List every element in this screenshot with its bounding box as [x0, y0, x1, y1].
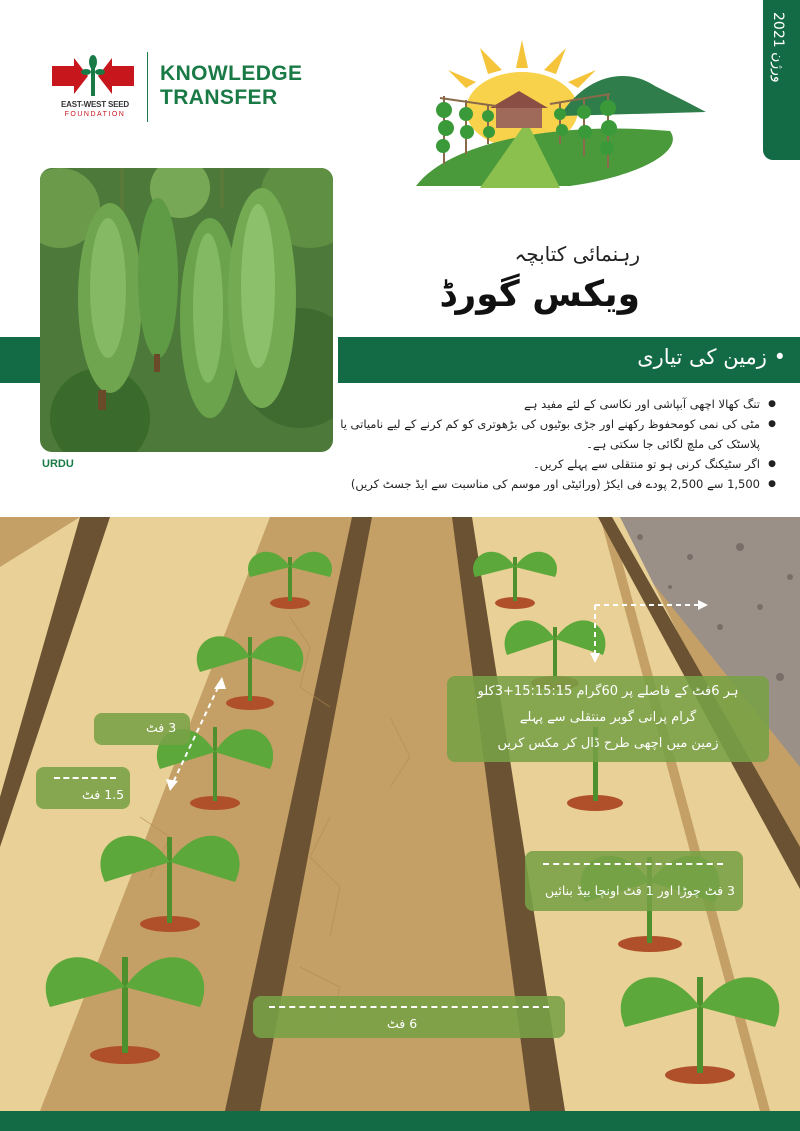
- language-tag: URDU: [42, 458, 74, 470]
- list-item: ● 1,500 سے 2,500 پودے فی ایکڑ (ورائیٹی اور موسم کی مناسبت سے ایڈ جسٹ کریں): [340, 474, 776, 494]
- logo: [50, 50, 350, 125]
- fertilizer-line-1: ہر 6فٹ کے فاصلے پر 60گرام 15:15:15+3کلو: [477, 684, 739, 699]
- knowledge-transfer-title: [160, 62, 302, 110]
- row-spacing-arrow-icon: [54, 777, 116, 779]
- version-tab: [763, 0, 800, 160]
- fertilizer-line-3: زمین میں اچھی طرح ڈال کر مکس کریں: [497, 736, 719, 751]
- bed-width-arrow-icon: [543, 863, 723, 865]
- logo-org-name: EAST-WEST SEED: [61, 100, 129, 109]
- section-band: [338, 337, 800, 383]
- logo-divider: [147, 52, 148, 122]
- section-title: • زمین کی تیاری: [637, 345, 786, 369]
- row-spacing-label: 1.5 فٹ: [82, 787, 125, 802]
- list-item: ● تنگ کھالا اچھی آبپاشی اور نکاسی کے لئے مفید ہے: [340, 394, 776, 414]
- bed-gap-arrow-icon: [269, 1006, 549, 1008]
- footer-bar: [0, 1111, 800, 1131]
- fertilizer-line-2: گرام پرانی گوبر منتقلی سے پہلے: [519, 710, 697, 725]
- version-text: ورژن 2021: [770, 12, 786, 83]
- wax-gourd-image-icon: [40, 168, 333, 452]
- bed-gap-callout: [253, 996, 565, 1038]
- plant-spacing-label: 3 فٹ: [146, 720, 177, 735]
- land-prep-bullets: [340, 394, 776, 494]
- section-band-left: [0, 337, 40, 383]
- row-spacing-callout: [36, 767, 130, 809]
- crop-title: ویکس گورڈ: [439, 274, 640, 315]
- bed-size-callout: [525, 851, 743, 911]
- wax-gourd-photo: [40, 168, 333, 452]
- logo-title-line1: KNOWLEDGE: [160, 62, 303, 85]
- bed-size-label: 3 فٹ چوڑا اور 1 فٹ اونچا بیڈ بنائیں: [545, 883, 735, 898]
- trellis-farm-illustration-icon: [410, 36, 710, 188]
- logo-title-line2: TRANSFER: [160, 86, 278, 109]
- plant-spacing-callout: [94, 713, 190, 745]
- logo-org-suffix: FOUNDATION: [64, 111, 126, 118]
- list-item: ● مٹی کی نمی کومحفوظ رکھنے اور جڑی بوٹیوں کی بڑھوتری کو کم کرنے کے لیے نامیاتی یا پلاسٹک کی ملچ لگائی جا سکتی ہے۔: [340, 414, 776, 454]
- fertilizer-callout: [447, 676, 769, 762]
- list-item: ● اگر سٹیکنگ کرنی ہو تو منتقلی سے پہلے کریں۔: [340, 454, 776, 474]
- bed-gap-label: 6 فٹ: [387, 1016, 418, 1031]
- east-west-seed-logo-icon: [52, 54, 134, 98]
- booklet-subtitle: رہنمائی کتابچہ: [514, 242, 640, 266]
